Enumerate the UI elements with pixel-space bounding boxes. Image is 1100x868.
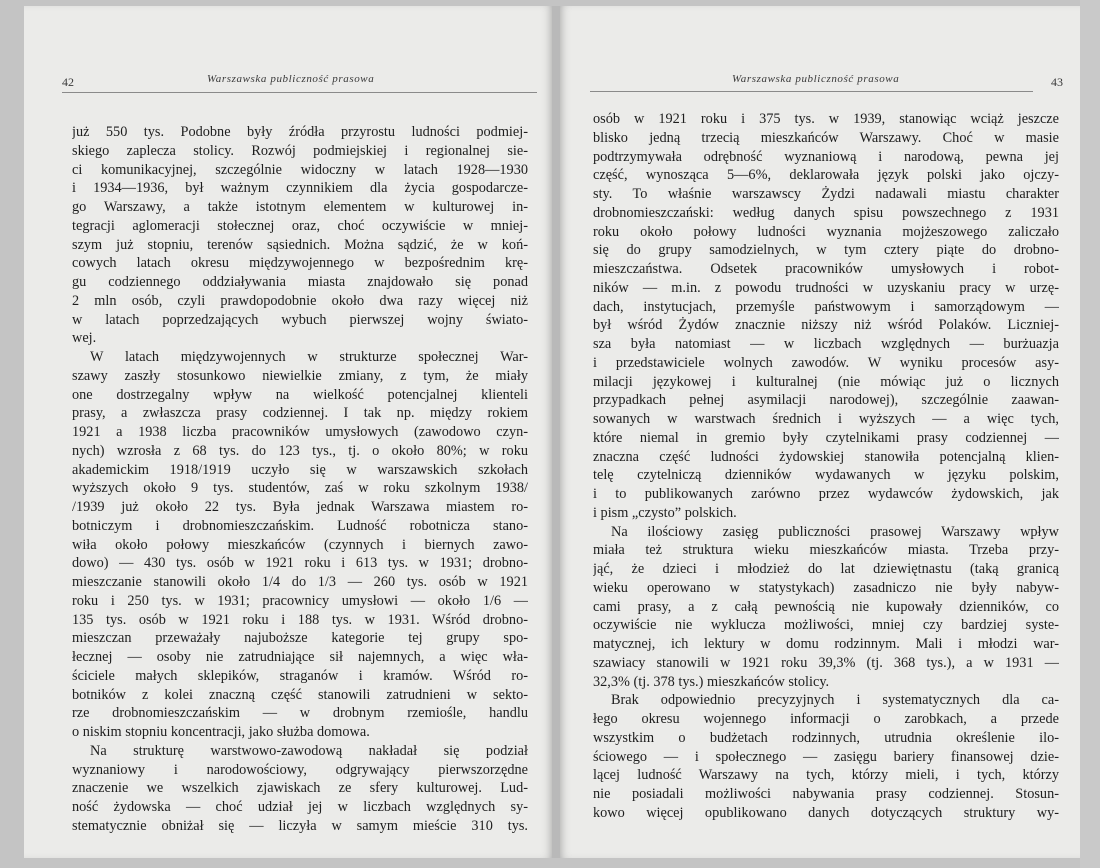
right-page [560,6,1080,858]
text-line: 2 mln osób, czyli prawdopodobnie około dwa razy więcej niż [72,292,528,309]
text-line: kowo więcej opublikowano danych dotyczących struktury wy- [593,804,1059,821]
text-line: sza była natomiast — w liczbach względnych — burżuazja [593,336,1059,352]
scan-margin [1080,0,1100,868]
text-line: milacji językowej i kulturalnej (nie mówiąc już o licznych [593,373,1059,390]
text-line: wej. [72,330,97,347]
right-page-body [593,110,1059,823]
text-line: nie posiadali możliwości nabywania prasy codziennej. Stosun- [593,786,1059,802]
text-line: łego okresu wojennego informacji o zarobkach, a przede [593,711,1059,727]
text-line: akademickim 1918/1919 uczyło się w warszawskich szkołach [72,461,528,478]
text-line: /1939 już około 22 tys. Była jednak Warszawa miastem ro- [72,499,528,515]
text-line: lącej ludność Warszawy na tych, którzy mieli, i tych, którzy [593,767,1059,784]
text-line: telę czytelniczą dzienników wydawanych w języku polskim, [593,467,1059,484]
text-line: roku około połowy ludności wyznania mojżeszowego zaliczało [593,223,1059,240]
text-line: matycznej, ich lektury w domu rodzinnym. Mali i młodzi war- [593,636,1059,652]
text-line: botniczym i drobnomieszczańskim. Ludność robotnicza stano- [72,517,528,534]
text-line: nych) wzrosła z 68 tys. do 123 tys., tj. o około 80%; w roku [72,442,528,459]
text-line: Brak odpowiednio precyzyjnych i systematycznych dla ca- [611,692,1059,709]
text-line: roku i 250 tys. w 1931; pracownicy umysłowi — około 1/6 — [72,592,528,609]
text-line: wieku operowano w statystykach) zasadniczo nie były nabyw- [593,579,1059,596]
text-line: szym już stopniu, terenów sąsiednich. Można sądzić, że w koń- [72,236,528,253]
left-page [24,6,552,858]
text-line: one dostrzegalny wpływ na wielkość potencjalnej klienteli [72,386,528,403]
text-line: 32,3% (tj. 378 tys.) mieszkańców stolicy. [593,673,830,690]
text-line: ników — m.in. z powodu trudności w uzyskaniu pracy w urzę- [593,279,1059,296]
text-line: go Warszawy, a także istotnym elementem w kulturowej in- [72,199,528,215]
text-line: osób w 1921 roku i 375 tys. w 1939, stanowiąc wciąż jeszcze [593,111,1059,127]
text-line: ściciele małych sklepików, straganów i kramów. Wśród ro- [72,667,528,684]
text-line: oczywiście nie wyklucza możliwości, mniej czy bardziej syste- [593,617,1059,634]
text-line: sty. To właśnie warszawscy Żydzi nadawali miastu charakter [593,186,1059,202]
text-line: które niemal in gremio były czytelnikami prasy codziennej — [593,429,1059,446]
text-line: drobnomieszczański: według danych spisu powszechnego z 1931 [593,204,1059,221]
running-title: Warszawska publiczność prasowa [207,73,375,85]
left-page-header [62,72,537,93]
text-line: znaczenie we wszelkich zjawiskach ze sfery kulturowej. Lud- [72,780,528,797]
text-line: gu codziennego oddziaływania miasta znajdowało się ponad [72,274,528,290]
text-line: i 1934—1936, był ważnym czynnikiem dla życia gospodarcze- [72,180,528,197]
text-line: Na ilościowy zasięg publiczności prasowej Warszawy wpływ [611,523,1059,540]
text-line: i pism „czysto” polskich. [593,504,737,521]
text-line: ność żydowska — choć udział jej w liczbach względnych sy- [72,799,528,815]
left-page-body [72,123,528,836]
text-line: wszystkim o budżetach rodzinnych, utrudnia określenie ilo- [593,729,1059,746]
text-line: miała też struktura wieku mieszkańców miasta. Trzeba przy- [593,542,1059,559]
text-line: rze drobnomieszczańskim — w drobnym rzemiośle, handlu [72,705,528,722]
text-line: przypadkach pełnej asymilacji narodowej), szczególnie zaawan- [593,392,1059,409]
running-title: Warszawska publiczność prasowa [732,73,900,85]
text-line: mieszczanie stanowili około 1/4 do 1/3 — 260 tys. osób w 1921 [72,574,528,590]
text-line: botników z kolei znaczną część stanowili zatrudnieni w sekto- [72,686,528,703]
page-number: 42 [62,75,74,89]
text-line: o niskim stopniu koncentracji, jako służba domowa. [72,724,370,740]
text-line: wyznaniowy i narodowościowy, odgrywający pierwszorzędne [72,761,528,778]
text-line: jąć, że dzieci i młodzież do lat dziewiętnastu (taką granicą [593,561,1059,577]
text-line: blisko jedną trzecią mieszkańców Warszawy. Choć w masie [593,129,1059,146]
text-line: dowo) — 430 tys. osób w 1921 roku i 613 tys. w 1931; drobno- [72,555,528,572]
gutter [552,6,560,858]
text-line: część, wynosząca 5—6%, deklarowała język polski jako ojczy- [593,167,1059,184]
text-line: ściowego — i społecznego — zasięgu bariery finansowej dzie- [593,748,1059,765]
header-rule [590,91,1033,92]
text-line: szawy zaszły stosunkowo niewielkie zmiany, z tym, że miały [72,367,528,384]
text-line: tegracji aglomeracji stołecznej oraz, choć oczywiście w mniej- [72,217,528,234]
text-line: cami prasy, a z całą pewnością nie kupowały dzienników, co [593,598,1059,615]
text-line: w latach poprzedzających wybuch pierwszej wojny świato- [72,311,528,328]
right-page-header [590,72,1063,92]
text-line: sowanych w warstwach średnich i wyższych — a więc tych, [593,411,1059,427]
text-line: ci komunikacyjnej, szczególnie widoczny w latach 1928—1930 [72,161,528,178]
text-line: cowych latach okresu międzywojennego w bezpośrednim krę- [72,255,528,272]
text-line: skiego zaplecza stolicy. Rozwój podmiejskiej i regionalnej sie- [72,142,528,159]
text-line: prasy, a zwłaszcza prasy codziennej. I tak np. między rokiem [72,405,528,422]
text-line: już 550 tys. Podobne były źródła przyrostu ludności podmiej- [72,124,528,140]
text-line: łecznej — osoby nie zatrudniające sił najemnych, a więc wła- [72,649,528,665]
text-line: Na strukturę warstwowo-zawodową nakładał się podział [90,742,528,759]
text-line: 1921 a 1938 liczba pracowników umysłowych (zawodowo czyn- [72,424,528,440]
text-line: podtrzymywała odrębność wyznaniową i narodową, pewna jej [593,148,1059,165]
text-line: wyższych około 9 tys. studentów, zaś w roku szkolnym 1938/ [72,480,528,497]
text-line: mieszczan przeważały najuboższe kategorie tej grupy spo- [72,630,528,647]
text-line: stematycznie obniżał się — liczyła w samym mieście 310 tys. [72,817,528,834]
page-number: 43 [1051,75,1063,89]
text-line: dach, instytucjach, przemyśle państwowym i samorządowym — [593,298,1059,315]
text-line: W latach międzywojennych w strukturze społecznej War- [90,349,528,365]
text-line: i to publikowanych zarówno przez wydawców żydowskich, jak [593,486,1059,502]
text-line: 135 tys. osób w 1921 roku i 188 tys. w 1931. Wśród drobno- [72,611,528,628]
text-line: mieszczaństwa. Odsetek pracowników umysłowych i robot- [593,261,1059,277]
text-line: się do grupy samodzielnych, w tym cztery piąte do drobno- [593,242,1059,259]
text-line: i przedstawiciele wolnych zawodów. W wyniku procesów asy- [593,354,1059,371]
text-line: wiła około połowy mieszkańców (czynnych i biernych zawo- [72,536,528,553]
text-line: szawiacy stanowili w 1921 roku 39,3% (tj. 368 tys.), a w 1931 — [593,654,1059,671]
text-line: znaczna część ludności żydowskiej stanowiła potencjalną klien- [593,448,1059,465]
text-line: był wśród Żydów znacznie niższy niż wśród Polaków. Liczniej- [593,317,1059,334]
